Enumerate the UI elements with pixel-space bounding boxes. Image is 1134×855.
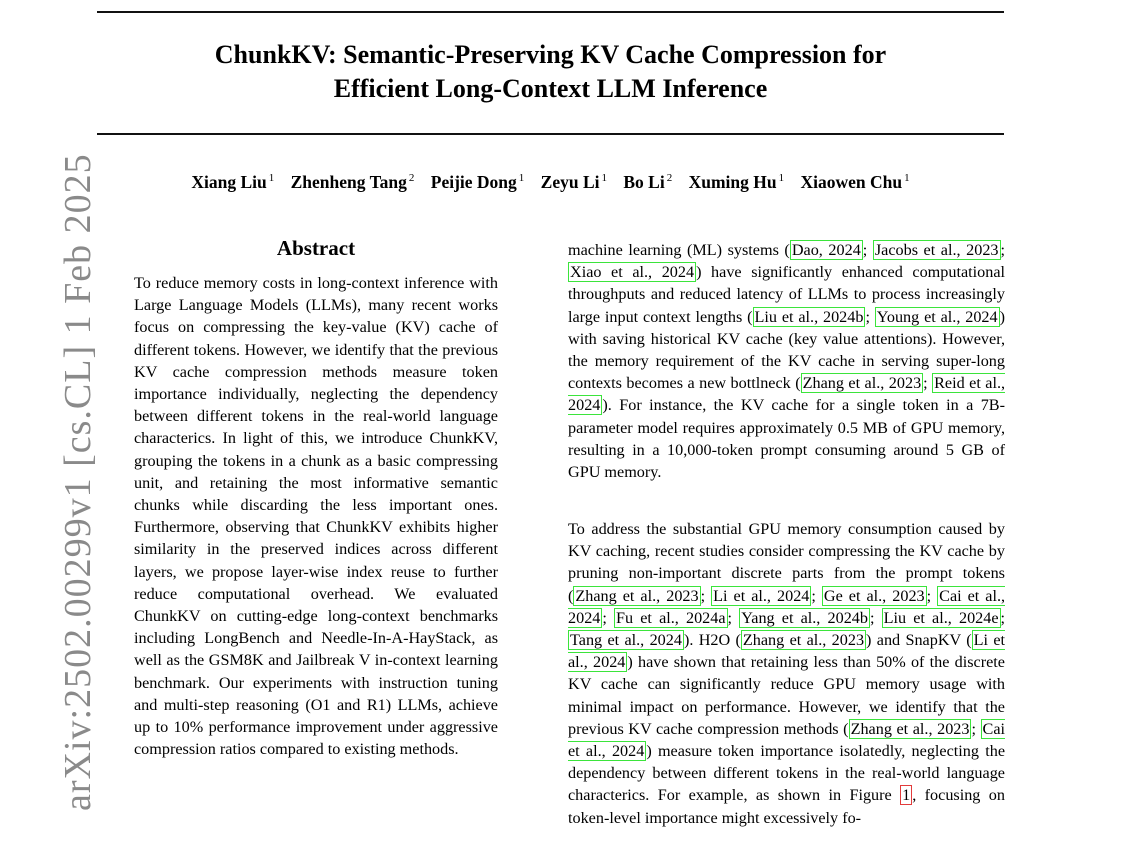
arxiv-identifier-stamp: arXiv:2502.00299v1 [cs.CL] 1 Feb 2025 — [57, 153, 99, 811]
citation-link[interactable]: Jacobs et al., 2023 — [874, 241, 999, 259]
citation-link[interactable]: Liu et al., 2024e — [883, 608, 999, 627]
author: Xiang Liu $^1$ — [191, 172, 275, 192]
title-line-2: Efficient Long-Context LLM Inference — [333, 74, 768, 103]
author: Zhenheng Tang $^2$ — [290, 172, 415, 192]
affiliation-mark: 1 — [268, 172, 275, 184]
paper-title — [97, 38, 1004, 106]
citation-link[interactable]: Li et al., 2024 — [568, 631, 1006, 672]
affiliation-mark: 2 — [666, 172, 673, 184]
citation-link[interactable]: Yang et al., 2024b — [741, 608, 868, 627]
citation-link[interactable]: Zhang et al., 2023 — [850, 719, 970, 738]
citation-link[interactable]: Cai et al., 2024 — [568, 719, 1006, 761]
affiliation-mark: 2 — [408, 172, 415, 184]
intro-paragraph-1: machine learning (ML) systems ( Dao, 2024 ; Jacobs et al., 2023 ; Xiao et al., 2024 ) have significantly enhanced computational throughputs and reduced latency of LLMs to process increasingly large input context lengths ( Liu et al., 2024b ; Young et al., 2024 ) with saving historical KV cache (key value attentions). However, the memory requirement of the KV cache in serving super-long contexts becomes a new bottlneck ( Zhang et al., 2023 ; Reid et al., 2024 ). For instance, the KV cache for a single token in a 7B-parameter model requires approximately 0.5 MB of GPU memory, resulting in a 10,000-token prompt consuming around 5 GB of GPU memory. — [568, 241, 1006, 482]
author: Peijie Dong $^1$ — [430, 172, 525, 192]
citation-link[interactable]: Dao, 2024 — [791, 241, 861, 259]
author: Xiaowen Chu $^1$ — [800, 172, 910, 192]
intro-paragraph-2: To address the substantial GPU memory consumption caused by KV caching, recent studies consider compressing the KV cache by pruning non-important discrete parts from the prompt tokens ( Zhang et al., 2023 ; Li et al., 2024 ; Ge et al., 2023 ; Cai et al., 2024 ; Fu et al., 2024a ; Yang et al., 2024b ; Liu et al., 2024e ; Tang et al., 2024 ). H2O ( Zhang et al., 2023 ) and SnapKV ( Li et al., 2024 ) have shown that retaining less than 50% of the discrete KV cache can significantly reduce GPU memory usage with minimal impact on performance. However, we identify that the previous KV cache compression methods ( Zhang et al., 2023 ; Cai et al., 2024 ) measure token importance isolatedly, neglecting the dependency between different tokens in the real-world language characterics. For example, as shown in Figure 1 , focusing on token-level importance might excessively fo- — [568, 520, 1006, 827]
citation-link[interactable]: Zhang et al., 2023 — [575, 586, 699, 605]
citation-link[interactable]: Ge et al., 2023 — [823, 586, 925, 605]
bottom-title-rule — [97, 133, 1004, 135]
citation-link[interactable]: Young et al., 2024 — [876, 307, 998, 326]
abstract-heading: Abstract — [276, 236, 356, 260]
author: Bo Li $^2$ — [623, 172, 673, 192]
citation-link[interactable]: Reid et al., 2024 — [568, 374, 1006, 415]
citation-link[interactable]: Liu et al., 2024b — [754, 307, 864, 326]
figure-reference-link[interactable]: 1 — [902, 786, 911, 805]
affiliation-mark: 1 — [518, 172, 525, 184]
citation-link[interactable]: Cai et al., 2024 — [568, 586, 1006, 627]
author: Xuming Hu $^1$ — [688, 172, 785, 192]
citation-link[interactable]: Tang et al., 2024 — [570, 631, 682, 650]
affiliation-mark: 1 — [904, 172, 910, 184]
citation-link[interactable]: Xiao et al., 2024 — [570, 263, 695, 282]
top-rule — [97, 11, 1004, 13]
title-line-1: ChunkKV: Semantic-Preserving KV Cache Compression for — [214, 40, 887, 69]
author: Zeyu Li $^1$ — [540, 172, 607, 192]
citation-link[interactable]: Zhang et al., 2023 — [802, 374, 922, 393]
citation-link[interactable]: Zhang et al., 2023 — [742, 631, 865, 650]
citation-link[interactable]: Fu et al., 2024a — [616, 608, 726, 627]
affiliation-mark: 1 — [778, 172, 785, 184]
affiliation-mark: 1 — [601, 172, 607, 184]
abstract-text: To reduce memory costs in long-context inference with Large Language Models (LLMs), many recent works focus on compressing the key-value (KV) cache of different tokens. However, we identify that the previous KV cache compression methods measure token importance individually, neglecting the dependency between different tokens in the real-world language characterics. In light of this, we introduce ChunkKV, grouping the tokens in a chunk as a basic compressing unit, and retaining the most informative semantic chunks while discarding the less important ones. Furthermore, observing that ChunkKV exhibits higher similarity in the preserved indices across different layers, we propose layer-wise index reuse to further reduce computational overhead. We evaluated ChunkKV on cutting-edge long-context benchmarks including LongBench and Needle-In-A-HayStack, as well as the GSM8K and Jailbreak V in-context learning benchmark. Our experiments with instruction tuning and multi-step reasoning (O1 and R1) LLMs, achieve up to 10% performance improvement under aggressive compression ratios compared to existing methods. — [134, 274, 498, 759]
citation-link[interactable]: Li et al., 2024 — [713, 586, 810, 605]
author-list — [97, 172, 1004, 193]
